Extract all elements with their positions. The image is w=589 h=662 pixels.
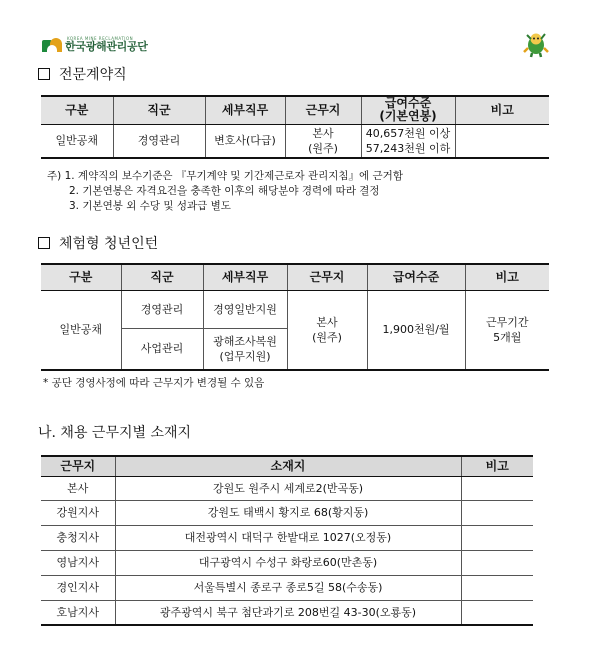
- cell-office: 영남지사: [41, 550, 115, 575]
- cell-category: 일반공채: [41, 124, 113, 158]
- cell-location: 본사 (원주): [285, 124, 361, 158]
- table-row: [41, 600, 533, 625]
- table-row: [41, 575, 533, 600]
- locations-table: [41, 455, 533, 626]
- logo-name: 한국광해관리공단: [65, 40, 148, 53]
- section-title-contract: 전문계약직: [38, 64, 127, 84]
- header-location: 근무지: [287, 264, 367, 290]
- cell-duty: 변호사(다급): [205, 124, 285, 158]
- cell-address: 대전광역시 대덕구 한밭대로 1027(오정동): [115, 525, 461, 550]
- header-job-group: 직군: [121, 264, 203, 290]
- cell-job-group: 사업관리: [121, 328, 203, 370]
- cell-office: 강원지사: [41, 500, 115, 525]
- contract-table: [41, 95, 549, 159]
- table-row: [41, 525, 533, 550]
- header-job-group: 직군: [113, 96, 205, 124]
- cell-address: 강원도 원주시 세계로2(반곡동): [115, 476, 461, 500]
- mascot-icon: [521, 30, 551, 58]
- cell-address: 대구광역시 수성구 화랑로60(만촌동): [115, 550, 461, 575]
- header-category: 구분: [41, 96, 113, 124]
- section-title-intern: 체험형 청년인턴: [38, 233, 158, 253]
- header-address: 소재지: [115, 456, 461, 476]
- note-line: 2. 기본연봉은 자격요건을 충족한 이후의 해당분야 경력에 따라 결정: [69, 185, 380, 197]
- header-salary: 급여수준 (기본연봉): [361, 96, 455, 124]
- cell-location: 본사 (원주): [287, 290, 367, 370]
- cell-note: [461, 600, 533, 625]
- checkbox-square-icon: [38, 68, 50, 80]
- cell-job-group: 경영관리: [121, 290, 203, 328]
- note-line: 주) 1. 계약직의 보수기준은 『무기계약 및 기간제근로자 관리지침』에 근거함: [47, 170, 403, 182]
- cell-note: 근무기간 5개월: [465, 290, 549, 370]
- page-header: [0, 0, 589, 58]
- cell-duty: 광해조사복원 (업무지원): [203, 328, 287, 370]
- cell-office: 경인지사: [41, 575, 115, 600]
- note-line: 3. 기본연봉 외 수당 및 성과급 별도: [69, 200, 231, 212]
- cell-address: 강원도 태백시 황지로 68(황지동): [115, 500, 461, 525]
- cell-note: [461, 575, 533, 600]
- header-note: 비고: [465, 264, 549, 290]
- cell-duty: 경영일반지원: [203, 290, 287, 328]
- cell-office: 호남지사: [41, 600, 115, 625]
- cell-job-group: 경영관리: [113, 124, 205, 158]
- table-row: [41, 550, 533, 575]
- header-category: 구분: [41, 264, 121, 290]
- contract-notes: [47, 169, 403, 214]
- header-duty: 세부직무: [203, 264, 287, 290]
- checkbox-square-icon: [38, 237, 50, 249]
- cell-address: 광주광역시 북구 첨단과기로 208번길 43-30(오룡동): [115, 600, 461, 625]
- logo-mark-icon: [42, 38, 62, 52]
- header-note: 비고: [455, 96, 549, 124]
- header-location: 근무지: [285, 96, 361, 124]
- cell-note: [461, 550, 533, 575]
- header-duty: 세부직무: [205, 96, 285, 124]
- cell-category: 일반공채: [41, 290, 121, 370]
- cell-note: [455, 124, 549, 158]
- header-office: 근무지: [41, 456, 115, 476]
- cell-note: [461, 476, 533, 500]
- cell-office: 충청지사: [41, 525, 115, 550]
- cell-note: [461, 525, 533, 550]
- header-salary: 급여수준: [367, 264, 465, 290]
- table-row: [41, 476, 533, 500]
- logo-subtext: KOREA MINE RECLAMATION: [67, 36, 134, 41]
- cell-office: 본사: [41, 476, 115, 500]
- section-title-locations: 나. 채용 근무지별 소재지: [38, 425, 192, 441]
- cell-salary: 40,657천원 이상 57,243천원 이하: [361, 124, 455, 158]
- cell-address: 서울특별시 종로구 종로5길 58(수송동): [115, 575, 461, 600]
- cell-salary: 1,900천원/월: [367, 290, 465, 370]
- intern-footnote: * 공단 경영사정에 따라 근무지가 변경될 수 있음: [43, 377, 265, 389]
- organization-logo: [42, 37, 148, 52]
- table-row: [41, 500, 533, 525]
- header-note: 비고: [461, 456, 533, 476]
- cell-note: [461, 500, 533, 525]
- intern-table: [41, 263, 549, 371]
